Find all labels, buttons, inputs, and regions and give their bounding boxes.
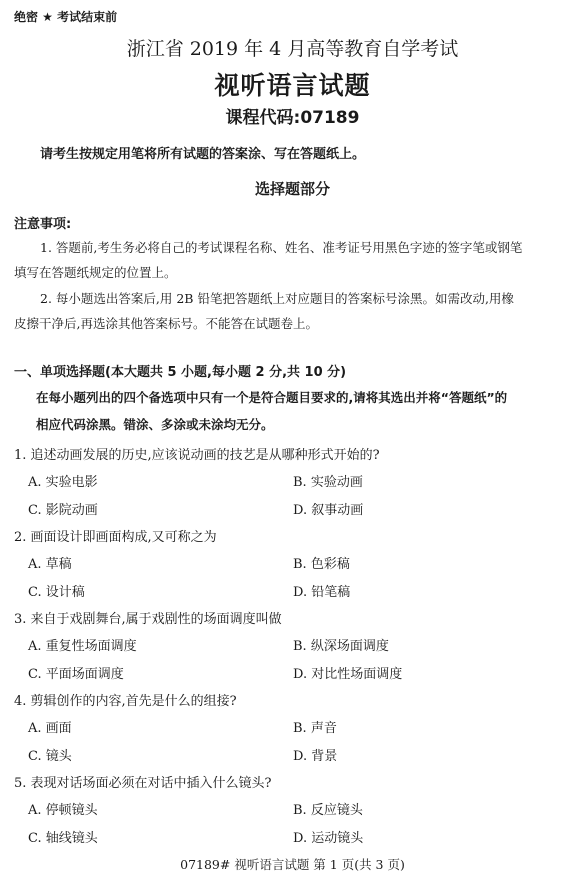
note-item-2-line1: 2. 每小题选出答案后,用 2B 铅笔把答题纸上对应题目的答案标号涂黑。如需改动,用橡 [40, 291, 514, 306]
note-item-1-line2: 填写在答题纸规定的位置上。 [14, 265, 177, 280]
question-2: 2. 画面设计即画面构成,又可称之为 [14, 530, 217, 545]
question-4-option-c: C. 镜头 [28, 749, 72, 764]
question-4-option-b: B. 声音 [293, 721, 337, 736]
question-2-option-a: A. 草稿 [28, 557, 72, 572]
exam-title: 浙江省 2019 年 4 月高等教育自学考试 [126, 38, 459, 60]
mcq-heading: 一、单项选择题(本大题共 5 小题,每小题 2 分,共 10 分) [14, 365, 347, 380]
question-3-option-d: D. 对比性场面调度 [293, 667, 403, 682]
question-3: 3. 来自于戏剧舞台,属于戏剧性的场面调度叫做 [14, 612, 282, 627]
notes-title: 注意事项: [14, 217, 72, 232]
question-4-option-d: D. 背景 [293, 749, 338, 764]
question-5-option-b: B. 反应镜头 [293, 803, 363, 818]
question-5-option-a: A. 停顿镜头 [28, 803, 98, 818]
question-1-option-d: D. 叙事动画 [293, 503, 364, 518]
note-item-1-line1: 1. 答题前,考生务必将自己的考试课程名称、姓名、准考证号用黑色字迹的签字笔或钢笔 [40, 240, 523, 255]
question-2-option-b: B. 色彩稿 [293, 557, 350, 572]
page-footer: 07189# 视听语言试题 第 1 页(共 3 页) [180, 857, 405, 872]
question-1-option-a: A. 实验电影 [28, 475, 98, 490]
question-3-option-b: B. 纵深场面调度 [293, 639, 389, 654]
mcq-instruction-line2: 相应代码涂黑。错涂、多涂或未涂均无分。 [36, 417, 274, 432]
question-1-option-b: B. 实验动画 [293, 475, 363, 490]
question-1: 1. 追述动画发展的历史,应该说动画的技艺是从哪种形式开始的? [14, 448, 380, 463]
question-5-option-c: C. 轴线镜头 [28, 831, 98, 846]
question-3-option-a: A. 重复性场面调度 [28, 639, 137, 654]
note-item-2-line2: 皮擦干净后,再选涂其他答案标号。不能答在试题卷上。 [14, 316, 318, 331]
answer-instruction: 请考生按规定用笔将所有试题的答案涂、写在答题纸上。 [40, 147, 366, 162]
question-2-option-d: D. 铅笔稿 [293, 585, 351, 600]
course-code: 课程代码:07189 [225, 108, 360, 128]
question-4: 4. 剪辑创作的内容,首先是什么的组接? [14, 694, 237, 709]
section-title: 选择题部分 [254, 180, 330, 198]
mcq-instruction-line1: 在每小题列出的四个备选项中只有一个是符合题目要求的,请将其选出并将“答题纸”的 [36, 390, 508, 405]
paper-title: 视听语言试题 [214, 71, 371, 100]
question-5: 5. 表现对话场面必须在对话中插入什么镜头? [14, 776, 272, 791]
question-3-option-c: C. 平面场面调度 [28, 667, 124, 682]
secret-label: 绝密 ★ 考试结束前 [14, 10, 118, 24]
question-5-option-d: D. 运动镜头 [293, 831, 364, 846]
question-2-option-c: C. 设计稿 [28, 585, 85, 600]
question-1-option-c: C. 影院动画 [28, 503, 98, 518]
question-4-option-a: A. 画面 [28, 721, 72, 736]
